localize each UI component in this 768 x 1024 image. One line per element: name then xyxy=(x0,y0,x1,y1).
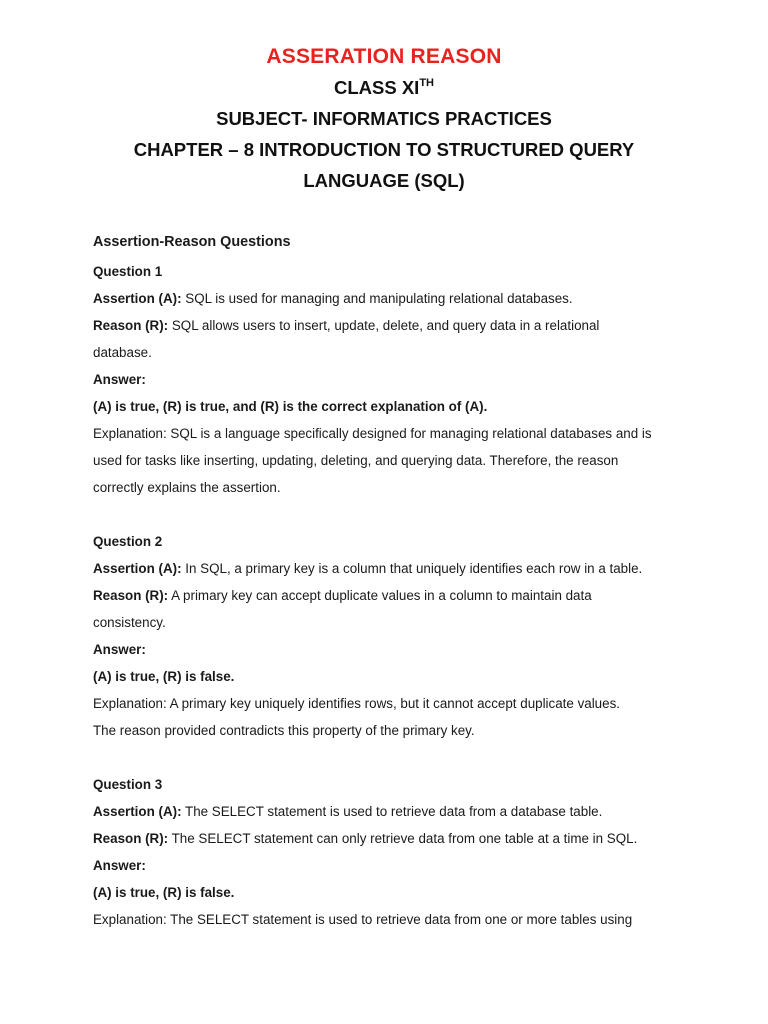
reason-line xyxy=(93,825,693,852)
document-title: ASSERATION REASON xyxy=(266,45,502,68)
reason-label: Reason (R): xyxy=(93,831,169,846)
reason-label: Reason (R): xyxy=(93,318,169,333)
assertion-line xyxy=(93,285,693,312)
question-block-3 xyxy=(93,771,693,933)
question-title: Question 3 xyxy=(93,777,163,792)
answer-label: Answer: xyxy=(93,858,146,873)
class-superscript: TH xyxy=(419,76,434,89)
section-title: Assertion-Reason Questions xyxy=(93,234,291,250)
question-block-2 xyxy=(93,528,693,744)
reason-text-cont: consistency. xyxy=(93,615,166,630)
question-title: Question 2 xyxy=(93,534,163,549)
reason-text: The SELECT statement can only retrieve data from one table at a time in SQL. xyxy=(171,831,638,846)
answer-text: (A) is true, (R) is false. xyxy=(93,669,235,684)
assertion-text: In SQL, a primary key is a column that uniquely identifies each row in a table. xyxy=(185,561,643,576)
reason-line xyxy=(93,582,693,609)
reason-text: A primary key can accept duplicate values in a column to maintain data xyxy=(171,588,592,603)
explanation-text: Explanation: SQL is a language specifically designed for managing relational databases and is xyxy=(93,426,652,441)
assertion-line xyxy=(93,555,693,582)
document-body xyxy=(93,229,693,933)
explanation-text-cont: used for tasks like inserting, updating, deleting, and querying data. Therefore, the reason xyxy=(93,453,619,468)
assertion-text: The SELECT statement is used to retrieve data from a database table. xyxy=(185,804,603,819)
subject-heading: SUBJECT- INFORMATICS PRACTICES xyxy=(216,108,552,129)
question-block-1 xyxy=(93,258,693,501)
answer-text: (A) is true, (R) is false. xyxy=(93,885,235,900)
explanation-text: Explanation: The SELECT statement is used to retrieve data from one or more tables using xyxy=(93,912,633,927)
explanation-text: Explanation: A primary key uniquely identifies rows, but it cannot accept duplicate values. xyxy=(93,696,620,711)
assertion-line xyxy=(93,798,693,825)
chapter-heading-line-1: CHAPTER – 8 INTRODUCTION TO STRUCTURED QUERY xyxy=(133,139,635,160)
answer-text: (A) is true, (R) is true, and (R) is the correct explanation of (A). xyxy=(93,399,488,414)
class-heading xyxy=(0,72,768,103)
class-text: CLASS XI xyxy=(334,77,420,98)
question-title: Question 1 xyxy=(93,264,163,279)
reason-line xyxy=(93,312,693,339)
answer-label: Answer: xyxy=(93,642,146,657)
document-header xyxy=(0,42,768,196)
reason-text: SQL allows users to insert, update, delete, and query data in a relational xyxy=(171,318,600,333)
reason-label: Reason (R): xyxy=(93,588,169,603)
explanation-text-cont: correctly explains the assertion. xyxy=(93,480,281,495)
assertion-label: Assertion (A): xyxy=(93,561,182,576)
reason-text-cont: database. xyxy=(93,345,152,360)
chapter-heading-line-2: LANGUAGE (SQL) xyxy=(303,170,465,191)
answer-label: Answer: xyxy=(93,372,146,387)
assertion-label: Assertion (A): xyxy=(93,291,182,306)
explanation-text-cont: The reason provided contradicts this property of the primary key. xyxy=(93,723,475,738)
assertion-text: SQL is used for managing and manipulating relational databases. xyxy=(185,291,573,306)
assertion-label: Assertion (A): xyxy=(93,804,182,819)
spacer xyxy=(93,744,693,771)
spacer xyxy=(93,501,693,528)
